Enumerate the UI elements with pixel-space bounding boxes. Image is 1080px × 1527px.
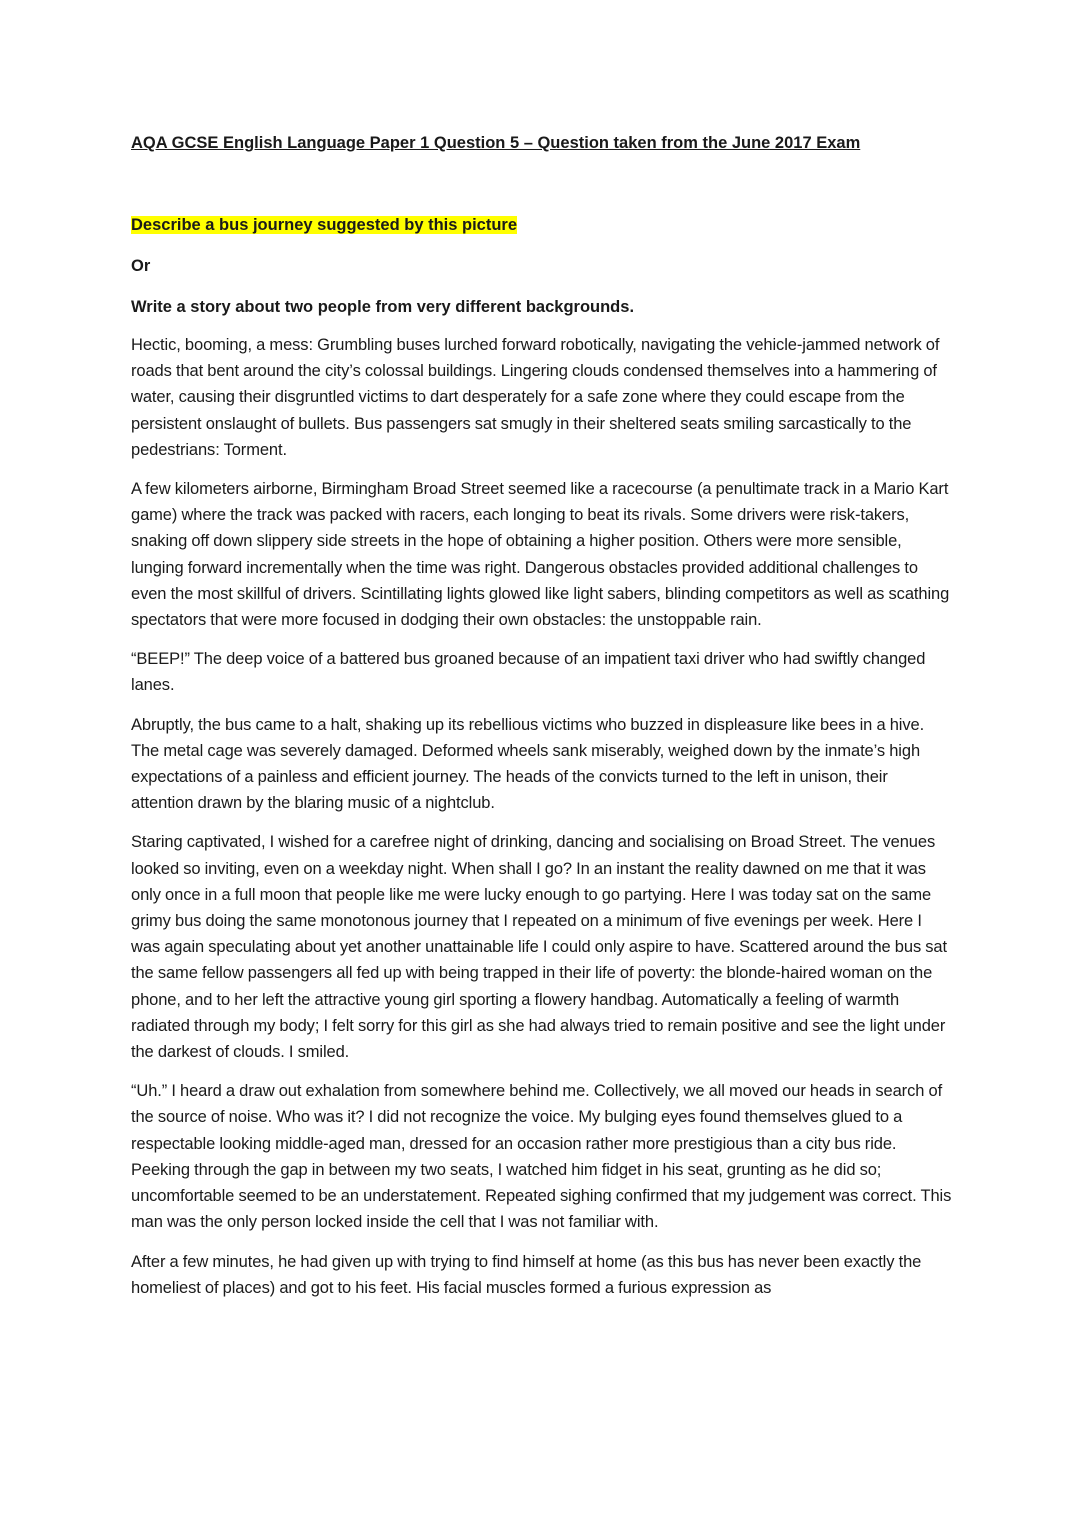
highlighted-prompt-text: Describe a bus journey suggested by this picture bbox=[131, 216, 518, 234]
question-prompt-one bbox=[131, 213, 953, 237]
document-body bbox=[131, 131, 953, 1301]
question-prompt-two: Write a story about two people from very different backgrounds. bbox=[131, 298, 635, 316]
paragraph-2: A few kilometers airborne, Birmingham Broad Street seemed like a racecourse (a penultimate track in a Mario Kart game) where the track was packed with racers, each longing to beat its rivals. Some drivers were risk-takers, snaking off down slippery side streets in the hope of obtaining a higher position. Others were more sensible, lunging forward incrementally when the time was right. Dangerous obstacles provided additional challenges to even the most skillful of drivers. Scintillating lights glowed like light sabers, blinding competitors as well as scathing spectators that were more focused in dodging their own obstacles: the unstoppable rain. bbox=[131, 480, 950, 630]
paragraph-7: After a few minutes, he had given up with trying to find himself at home (as this bus has never been exactly the homeliest of places) and got to his feet. His facial muscles formed a furious expression as bbox=[131, 1252, 922, 1297]
paragraph-6: “Uh.” I heard a draw out exhalation from somewhere behind me. Collectively, we all moved our heads in search of the source of noise. Who was it? I did not recognize the voice. My bulging eyes found themselves glued to a respectable looking middle-aged man, dressed for an occasion rather more prestigious than a city bus ride. Peeking through the gap in between my two seats, I watched him fidget in his seat, grunting as he did so; uncomfortable seemed to be an understatement. Repeated sighing confirmed that my judgement was correct. This man was the only person locked inside the cell that I was not familiar with. bbox=[131, 1082, 952, 1232]
paragraph-4: Abruptly, the bus came to a halt, shaking up its rebellious victims who buzzed in displeasure like bees in a hive. The metal cage was severely damaged. Deformed wheels sank miserably, weighed down by the inmate’s high expectations of a painless and efficient journey. The heads of the convicts turned to the left in unison, their attention drawn by the blaring music of a nightclub. bbox=[131, 715, 925, 813]
paragraph-1: Hectic, booming, a mess: Grumbling buses lurched forward robotically, navigating the vehicle-jammed network of roads that bent around the city’s colossal buildings. Lingering clouds condensed themselves into a hammering of water, causing their disgruntled victims to dart desperately for a safe zone where they could escape from the persistent onslaught of bullets. Bus passengers sat smugly in their sheltered seats smiling sarcastically to the pedestrians: Torment. bbox=[131, 336, 940, 459]
paragraph-5: Staring captivated, I wished for a carefree night of drinking, dancing and socialising on Broad Street. The venues looked so inviting, even on a weekday night. When shall I go? In an instant the reality dawned on me that it was only once in a full moon that people like me were lucky enough to go partying. Here I was today sat on the same grimy bus doing the same monotonous journey that I repeated on a minimum of five evenings per week. Here I was again speculating about yet another unattainable life I could only aspire to have. Scattered around the bus sat the same fellow passengers all fed up with being trapped in their life of poverty: the blonde-haired woman on the phone, and to her left the attractive young girl sporting a flowery handbag. Automatically a feeling of warmth radiated through my body; I felt sorry for this girl as she had always tried to remain positive and see the light under the darkest of clouds. I smiled. bbox=[131, 833, 947, 1062]
or-label: Or bbox=[131, 257, 151, 275]
paragraph-3: “BEEP!” The deep voice of a battered bus groaned because of an impatient taxi driver who had swiftly changed lanes. bbox=[131, 650, 926, 695]
document-title: AQA GCSE English Language Paper 1 Question 5 – Question taken from the June 2017 Exam bbox=[131, 134, 861, 152]
